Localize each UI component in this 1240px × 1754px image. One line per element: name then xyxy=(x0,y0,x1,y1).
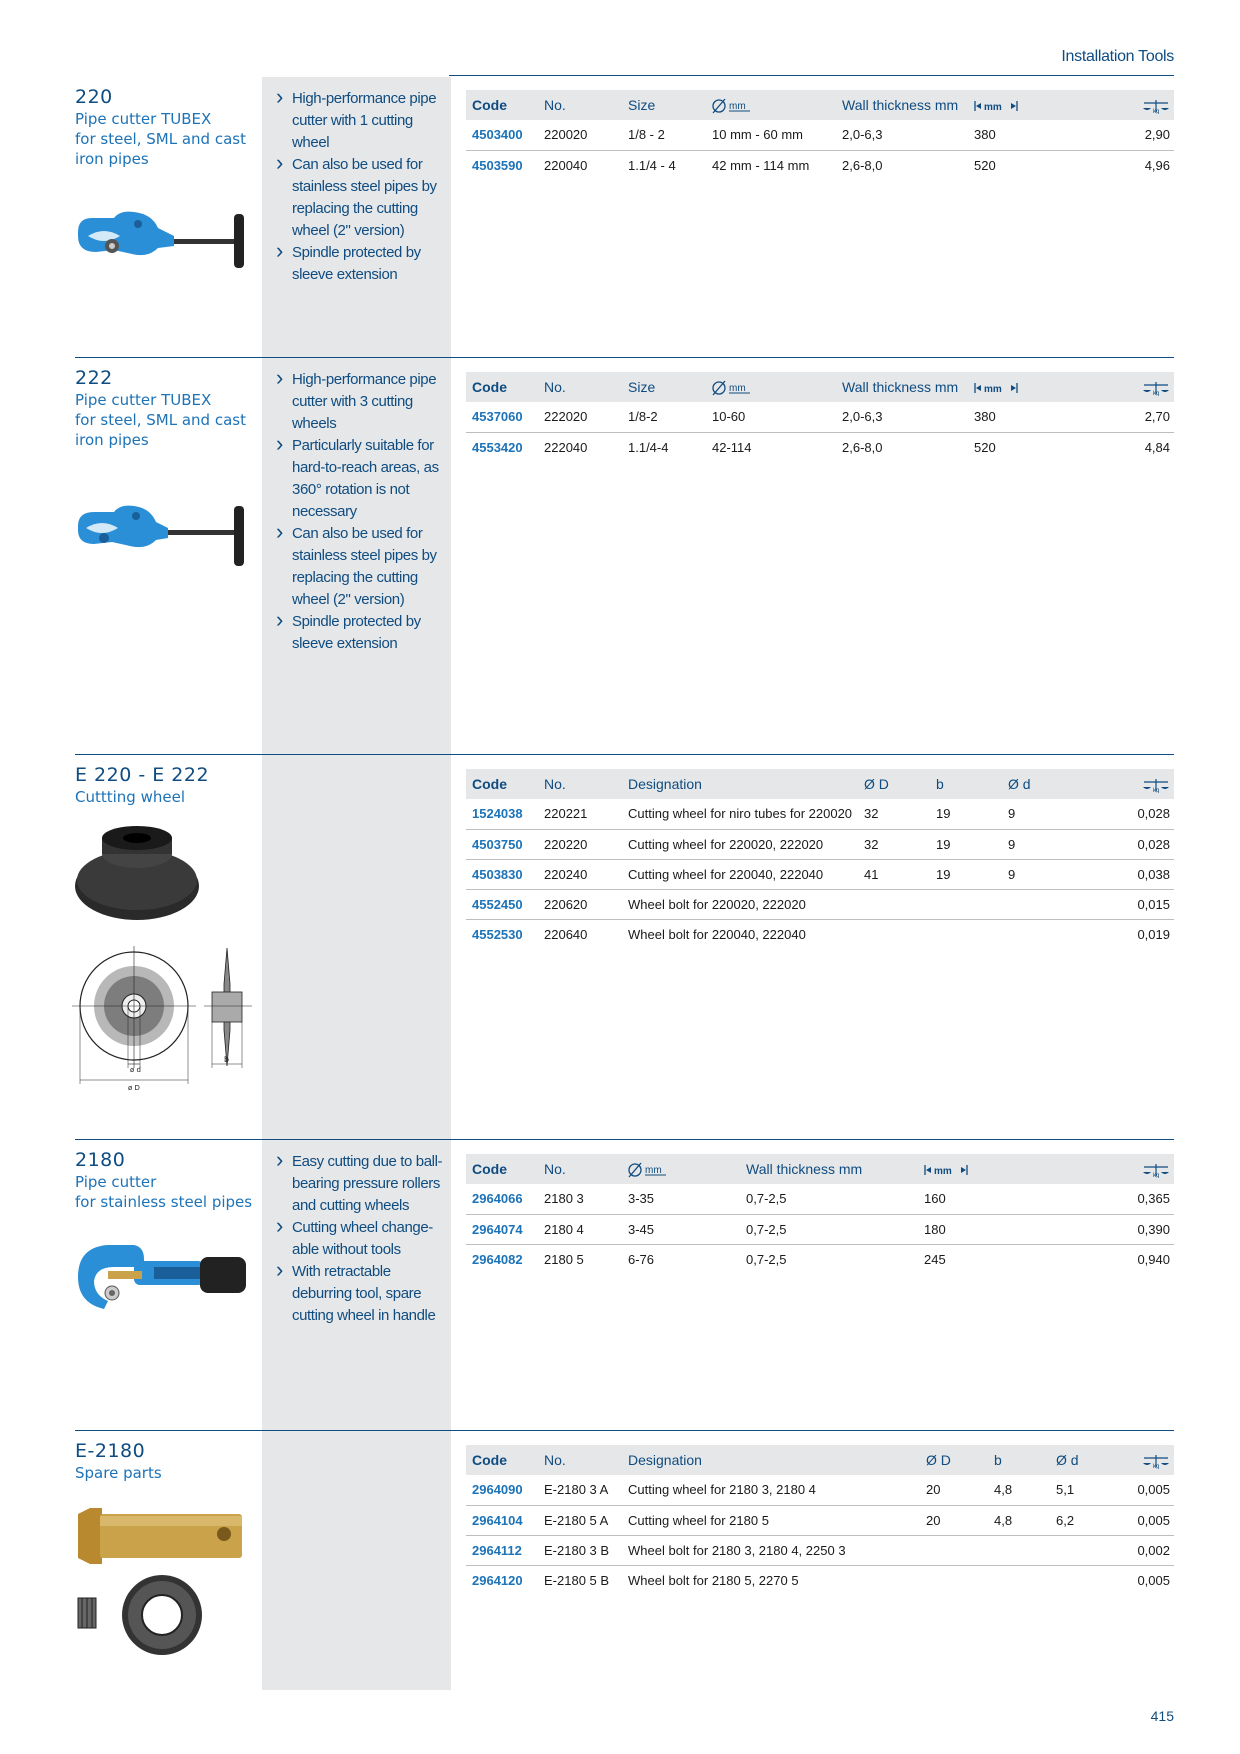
col-header-weight xyxy=(1118,90,1174,120)
cell-weight: 0,015 xyxy=(1112,889,1174,919)
cell-weight: 0,005 xyxy=(1120,1505,1174,1535)
col-header-bore: Ø d xyxy=(1002,769,1112,799)
cell-designation: Cutting wheel for 2180 3, 2180 4 xyxy=(622,1475,920,1505)
table-header-row xyxy=(466,1154,1174,1184)
cell-wall: 2,6-8,0 xyxy=(842,157,883,173)
cell-width: 19 xyxy=(930,799,1002,829)
cell-bore: 9 xyxy=(1002,859,1112,889)
cell-bore xyxy=(1050,1535,1120,1565)
cell-outer-diameter: 20 xyxy=(920,1475,988,1505)
col-header-weight xyxy=(1120,1445,1174,1475)
cell-diameter: 3-35 xyxy=(622,1184,740,1214)
cell-no: 2180 4 xyxy=(538,1214,622,1244)
cell-weight: 0,002 xyxy=(1120,1535,1174,1565)
cell-code: 4537060 xyxy=(466,402,538,432)
page-number: 415 xyxy=(1150,1708,1174,1724)
spare-cutting-wheel-image xyxy=(74,1570,214,1660)
cell-weight: 0,390 xyxy=(1114,1214,1174,1244)
diameter-mm-icon xyxy=(628,1162,668,1178)
cell-code: 2964112 xyxy=(466,1535,538,1565)
description-line: for steel, SML and cast xyxy=(75,130,246,148)
description-line: for stainless steel pipes xyxy=(75,1193,253,1211)
drawing-label-D: ø D xyxy=(128,1084,140,1092)
cell-code: 2964074 xyxy=(466,1214,538,1244)
features-panel xyxy=(262,1431,451,1690)
table-row xyxy=(466,120,1174,150)
feature-item: › Easy cutting due to ball-bearing pressure rollers and cutting wheels xyxy=(276,1151,446,1217)
feature-list xyxy=(276,369,446,655)
cell-weight: 0,365 xyxy=(1114,1184,1174,1214)
cell-bore xyxy=(1002,889,1112,919)
cell-size: 1.1/4-4 xyxy=(628,439,669,455)
pipe-cutter-2180-image xyxy=(74,1237,254,1317)
cell-weight: 0,940 xyxy=(1137,1251,1170,1267)
product-table xyxy=(466,1154,1174,1274)
cell-width xyxy=(930,889,1002,919)
cell-weight: 2,70 xyxy=(1118,402,1174,432)
cell-no: 222020 xyxy=(538,402,622,432)
feature-item: › High-performance pipe cutter with 3 cutting wheels xyxy=(276,369,446,435)
col-header-code: Code xyxy=(466,769,538,799)
cell-length: 520 xyxy=(974,439,996,455)
cell-weight: 0,005 xyxy=(1137,1572,1170,1588)
cell-no: E-2180 3 A xyxy=(538,1475,622,1505)
col-header-weight xyxy=(1112,769,1174,799)
product-section-e2180 xyxy=(0,1430,1240,1690)
cell-bore: 6,2 xyxy=(1050,1505,1120,1535)
cell-length: 380 xyxy=(968,120,1118,150)
product-section-2180 xyxy=(0,1139,1240,1430)
cell-wall: 2,0-6,3 xyxy=(836,120,968,150)
cell-no: 220020 xyxy=(538,120,622,150)
col-header-length xyxy=(968,90,1118,120)
table-row xyxy=(466,859,1174,889)
product-table xyxy=(466,90,1174,180)
cutting-wheel-image xyxy=(72,824,202,924)
page-header-title: Installation Tools xyxy=(1061,48,1174,65)
cell-diameter: 10-60 xyxy=(706,402,836,432)
pipe-cutter-220-image xyxy=(74,206,254,276)
cell-no: E-2180 5 A xyxy=(538,1505,622,1535)
cell-outer-diameter xyxy=(858,919,930,949)
cell-no: 220640 xyxy=(544,926,588,942)
cell-diameter: 3-45 xyxy=(622,1214,740,1244)
cell-code: 4553420 xyxy=(472,439,523,455)
table-row xyxy=(466,919,1174,949)
mm-label: mm xyxy=(729,382,746,394)
cell-size: 1/8-2 xyxy=(622,402,706,432)
col-header-designation: Designation xyxy=(622,769,858,799)
col-header-no: No. xyxy=(538,1154,622,1184)
col-header-wall: Wall thickness mm xyxy=(836,90,968,120)
cell-no: E-2180 5 B xyxy=(544,1572,610,1588)
product-table xyxy=(466,372,1174,462)
col-header-wall: Wall thickness mm xyxy=(836,372,968,402)
feature-list xyxy=(276,1151,446,1327)
description-line: Pipe cutter TUBEX xyxy=(75,391,212,409)
product-description xyxy=(75,1172,255,1212)
feature-item: › Spindle protected by sleeve extension xyxy=(276,242,446,286)
product-table xyxy=(466,1445,1174,1595)
cell-size: 1/8 - 2 xyxy=(622,120,706,150)
cell-size: 1.1/4 - 4 xyxy=(628,157,676,173)
cell-no: 2180 5 xyxy=(544,1251,584,1267)
description-line: Pipe cutter xyxy=(75,1173,157,1191)
col-header-diameter xyxy=(706,90,836,120)
cell-no: 220220 xyxy=(538,829,622,859)
description-line: for steel, SML and cast xyxy=(75,411,246,429)
feature-item: › Can also be used for stainless steel pipes by replacing the cutting wheel (2" version) xyxy=(276,523,446,611)
cell-outer-diameter: 41 xyxy=(858,859,930,889)
col-header-code: Code xyxy=(466,1445,538,1475)
cell-wall: 0,7-2,5 xyxy=(746,1251,787,1267)
cell-weight: 4,96 xyxy=(1144,157,1170,173)
cell-width xyxy=(988,1535,1050,1565)
diameter-mm-icon xyxy=(712,380,752,396)
table-row xyxy=(466,150,1174,180)
cell-designation: Wheel bolt for 220020, 222020 xyxy=(622,889,858,919)
cell-width: 19 xyxy=(930,859,1002,889)
cell-outer-diameter: 20 xyxy=(920,1505,988,1535)
section-rule xyxy=(75,357,1174,358)
table-row xyxy=(466,1505,1174,1535)
cell-designation: Cutting wheel for 220020, 222020 xyxy=(622,829,858,859)
description-line: Cuttting wheel xyxy=(75,788,185,806)
cell-weight: 0,028 xyxy=(1112,799,1174,829)
wheel-bolt-image xyxy=(74,1506,249,1566)
cell-designation: Cutting wheel for 2180 5 xyxy=(622,1505,920,1535)
weight-kg-icon xyxy=(1142,98,1170,114)
cell-length: 520 xyxy=(974,157,996,173)
col-header-code: Code xyxy=(466,372,538,402)
cell-weight: 0,038 xyxy=(1112,859,1174,889)
description-line: iron pipes xyxy=(75,150,149,168)
cell-code: 4552450 xyxy=(466,889,538,919)
cutting-wheel-drawing xyxy=(72,944,262,1094)
cell-bore: 9 xyxy=(1002,829,1112,859)
product-section-220 xyxy=(0,76,1240,357)
cell-no: 222040 xyxy=(544,439,588,455)
col-header-bore: Ø d xyxy=(1050,1445,1120,1475)
col-header-weight xyxy=(1118,372,1174,402)
feature-item: › Can also be used for stainless steel pipes by replacing the cutting wheel (2" version) xyxy=(276,154,446,242)
table-row xyxy=(466,889,1174,919)
cell-diameter: 6-76 xyxy=(628,1251,655,1267)
cell-wall: 0,7-2,5 xyxy=(740,1184,918,1214)
col-header-width: b xyxy=(988,1445,1050,1475)
feature-item: › With retractable deburring tool, spare cutting wheel in handle xyxy=(276,1261,446,1327)
cell-weight: 0,028 xyxy=(1112,829,1174,859)
cell-length: 180 xyxy=(918,1214,1114,1244)
length-mm-icon xyxy=(974,99,1018,113)
table-row xyxy=(466,829,1174,859)
product-description xyxy=(75,390,255,450)
table-row xyxy=(466,1475,1174,1505)
product-number: 220 xyxy=(75,86,113,108)
cell-wall: 0,7-2,5 xyxy=(740,1214,918,1244)
cell-code: 4503750 xyxy=(466,829,538,859)
description-line: Spare parts xyxy=(75,1464,162,1482)
product-description xyxy=(75,1463,255,1483)
col-header-no: No. xyxy=(538,1445,622,1475)
cell-code: 1524038 xyxy=(466,799,538,829)
weight-kg-icon xyxy=(1142,380,1170,396)
length-mm-icon xyxy=(974,381,1018,395)
drawing-label-d: ø d xyxy=(130,1066,141,1074)
feature-item: › Spindle protected by sleeve extension xyxy=(276,611,446,655)
table-header-row xyxy=(466,90,1174,120)
weight-kg-icon xyxy=(1142,1162,1170,1178)
description-line: Pipe cutter TUBEX xyxy=(75,110,212,128)
mm-label: mm xyxy=(984,384,1002,396)
cell-width: 4,8 xyxy=(988,1505,1050,1535)
cell-code: 2964082 xyxy=(472,1251,523,1267)
description-line: iron pipes xyxy=(75,431,149,449)
col-header-size: Size xyxy=(622,90,706,120)
cell-diameter: 42-114 xyxy=(712,439,752,455)
kg-label: kg xyxy=(1153,108,1160,114)
table-row xyxy=(466,1184,1174,1214)
cell-weight: 4,84 xyxy=(1144,439,1170,455)
col-header-wall: Wall thickness mm xyxy=(740,1154,918,1184)
cell-code: 4503400 xyxy=(466,120,538,150)
cell-outer-diameter: 32 xyxy=(858,799,930,829)
cell-code: 4503590 xyxy=(472,157,523,173)
col-header-length xyxy=(968,372,1118,402)
cell-no: 2180 3 xyxy=(538,1184,622,1214)
pipe-cutter-222-image xyxy=(74,502,254,572)
cell-code: 4503830 xyxy=(466,859,538,889)
cell-designation: Wheel bolt for 220040, 222040 xyxy=(628,926,806,942)
col-header-outer-diameter: Ø D xyxy=(858,769,930,799)
mm-label: mm xyxy=(729,100,746,112)
feature-item: › Cutting wheel change-able without tools xyxy=(276,1217,446,1261)
table-row xyxy=(466,1214,1174,1244)
cell-length: 380 xyxy=(968,402,1118,432)
table-header-row xyxy=(466,1445,1174,1475)
col-header-diameter xyxy=(622,1154,740,1184)
weight-kg-icon xyxy=(1142,1453,1170,1469)
cell-width xyxy=(988,1565,1050,1595)
col-header-no: No. xyxy=(538,769,622,799)
cell-weight: 0,019 xyxy=(1137,926,1170,942)
cell-code: 4552530 xyxy=(472,926,523,942)
product-number: 2180 xyxy=(75,1149,126,1171)
table-row xyxy=(466,1535,1174,1565)
cell-outer-diameter xyxy=(920,1535,988,1565)
cell-wall: 2,6-8,0 xyxy=(842,439,883,455)
table-row xyxy=(466,1565,1174,1595)
cell-length: 160 xyxy=(918,1184,1114,1214)
cell-code: 2964066 xyxy=(466,1184,538,1214)
length-mm-icon xyxy=(924,1163,968,1177)
table-header-row xyxy=(466,769,1174,799)
col-header-width: b xyxy=(930,769,1002,799)
cell-code: 2964090 xyxy=(466,1475,538,1505)
col-header-outer-diameter: Ø D xyxy=(920,1445,988,1475)
col-header-code: Code xyxy=(466,90,538,120)
kg-label: kg xyxy=(1153,390,1160,396)
cell-code: 2964104 xyxy=(466,1505,538,1535)
cell-bore: 5,1 xyxy=(1050,1475,1120,1505)
product-description xyxy=(75,109,255,169)
section-rule xyxy=(75,1430,1174,1431)
product-section-e220-e222 xyxy=(0,754,1240,1139)
cell-bore xyxy=(1002,919,1112,949)
col-header-designation: Designation xyxy=(622,1445,920,1475)
section-rule xyxy=(75,754,1174,755)
cell-length: 245 xyxy=(924,1251,946,1267)
mm-label: mm xyxy=(984,102,1002,114)
feature-item: › High-performance pipe cutter with 1 cutting wheel xyxy=(276,88,446,154)
product-number: E 220 - E 222 xyxy=(75,764,210,786)
section-rule xyxy=(75,1139,1174,1140)
features-panel xyxy=(262,755,451,1139)
table-row xyxy=(466,1244,1174,1274)
weight-kg-icon xyxy=(1142,777,1170,793)
table-row xyxy=(466,432,1174,462)
mm-label: mm xyxy=(934,1166,952,1178)
cell-no: 220040 xyxy=(544,157,588,173)
cell-width: 4,8 xyxy=(988,1475,1050,1505)
product-section-222 xyxy=(0,357,1240,754)
product-table xyxy=(466,769,1174,949)
col-header-diameter xyxy=(706,372,836,402)
drawing-label-b: b xyxy=(224,1055,230,1064)
cell-width xyxy=(930,919,1002,949)
feature-item: › Particularly suitable for hard-to-reach areas, as 360° rotation is not necessary xyxy=(276,435,446,523)
cell-diameter: 42 mm - 114 mm xyxy=(712,157,810,173)
cell-no: 220620 xyxy=(538,889,622,919)
col-header-weight xyxy=(1114,1154,1174,1184)
kg-label: kg xyxy=(1153,787,1160,793)
col-header-length xyxy=(918,1154,1114,1184)
cell-bore: 9 xyxy=(1002,799,1112,829)
cell-no: 220221 xyxy=(538,799,622,829)
cell-outer-diameter xyxy=(920,1565,988,1595)
cell-designation: Wheel bolt for 2180 3, 2180 4, 2250 3 xyxy=(622,1535,920,1565)
table-row xyxy=(466,402,1174,432)
diameter-mm-icon xyxy=(712,98,752,114)
cell-width: 19 xyxy=(930,829,1002,859)
product-description xyxy=(75,787,255,807)
cell-weight: 2,90 xyxy=(1118,120,1174,150)
mm-label: mm xyxy=(645,1164,662,1176)
col-header-size: Size xyxy=(622,372,706,402)
kg-label: kg xyxy=(1153,1172,1160,1178)
kg-label: kg xyxy=(1153,1463,1160,1469)
cell-code: 2964120 xyxy=(472,1572,523,1588)
cell-bore xyxy=(1050,1565,1120,1595)
product-number: 222 xyxy=(75,367,113,389)
cell-outer-diameter xyxy=(858,889,930,919)
cell-no: 220240 xyxy=(538,859,622,889)
table-header-row xyxy=(466,372,1174,402)
cell-designation: Cutting wheel for niro tubes for 220020 xyxy=(622,799,858,829)
cell-designation: Cutting wheel for 220040, 222040 xyxy=(622,859,858,889)
col-header-no: No. xyxy=(538,372,622,402)
cell-designation: Wheel bolt for 2180 5, 2270 5 xyxy=(628,1572,799,1588)
col-header-code: Code xyxy=(466,1154,538,1184)
col-header-no: No. xyxy=(538,90,622,120)
cell-weight: 0,005 xyxy=(1120,1475,1174,1505)
cell-diameter: 10 mm - 60 mm xyxy=(706,120,836,150)
product-number: E-2180 xyxy=(75,1440,146,1462)
cell-no: E-2180 3 B xyxy=(538,1535,622,1565)
table-row xyxy=(466,799,1174,829)
cell-wall: 2,0-6,3 xyxy=(836,402,968,432)
cell-outer-diameter: 32 xyxy=(858,829,930,859)
feature-list xyxy=(276,88,446,286)
